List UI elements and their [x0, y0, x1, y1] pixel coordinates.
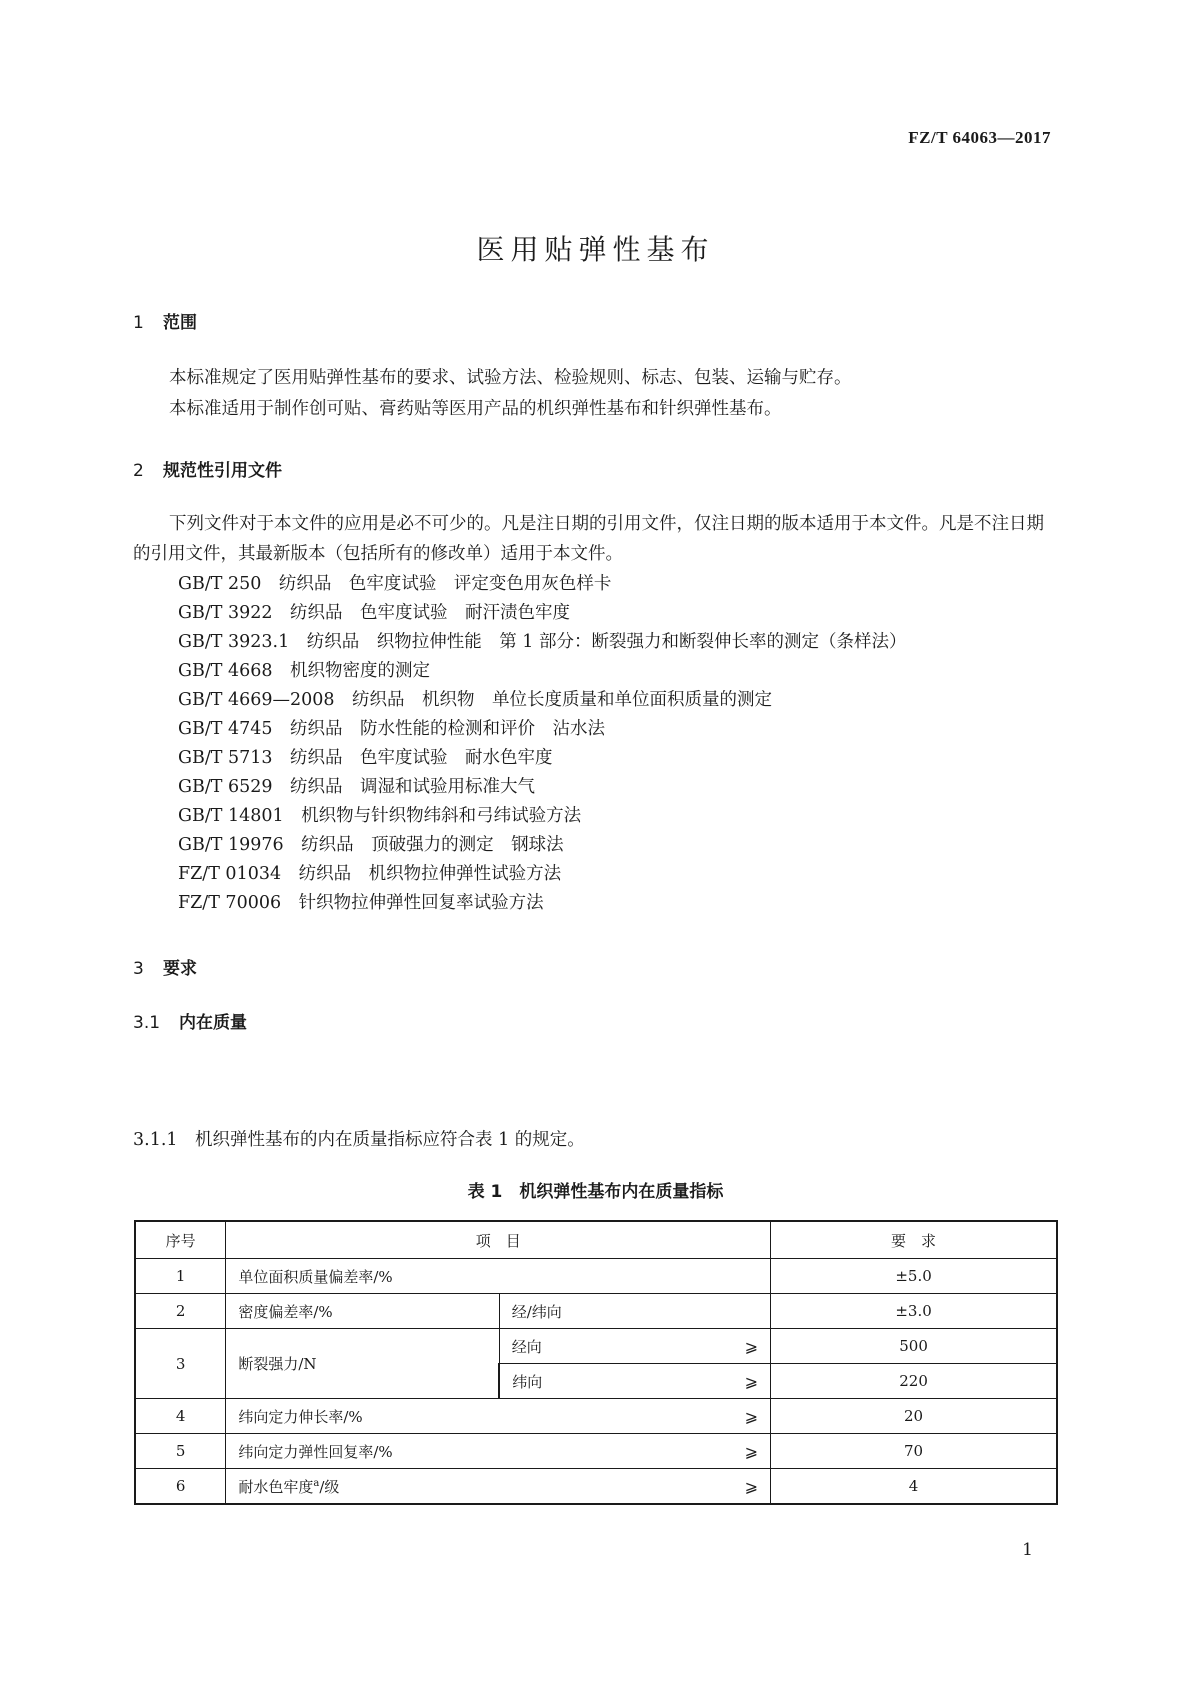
reference-item: GB/T 250 纺织品 色牢度试验 评定变色用灰色样卡 — [178, 574, 612, 594]
reference-item: GB/T 3923.1 纺织品 织物拉伸性能 第 1 部分：断裂强力和断裂伸长率的测定（条样法） — [178, 632, 907, 652]
geq-symbol: ⩾ — [744, 1441, 759, 1461]
section-3-1-heading — [133, 1008, 247, 1033]
section-1-heading — [133, 308, 197, 333]
reference-item: GB/T 3922 纺织品 色牢度试验 耐汗渍色牢度 — [178, 603, 571, 623]
section-title: 范围 — [163, 313, 197, 333]
table-caption: 表 1 机织弹性基布内在质量指标 — [467, 1182, 724, 1202]
row-item: 断裂强力/N — [226, 1329, 499, 1399]
reference-item: GB/T 4745 纺织品 防水性能的检测和评价 沾水法 — [178, 719, 606, 739]
geq-symbol: ⩾ — [744, 1336, 759, 1356]
document-title: 医用贴弹性基布 — [476, 233, 715, 266]
row-no: 1 — [135, 1259, 226, 1294]
geq-symbol: ⩾ — [744, 1476, 759, 1496]
quality-spec-table — [134, 1220, 1058, 1505]
row-requirement: 4 — [771, 1469, 1057, 1505]
geq-symbol: ⩾ — [744, 1371, 759, 1391]
section-title: 要求 — [163, 959, 197, 979]
table-header-row — [135, 1221, 1057, 1259]
item-label — [238, 1476, 339, 1497]
standard-code: FZ/T 64063—2017 — [908, 128, 1051, 147]
reference-item: GB/T 14801 机织物与针织物纬斜和弓纬试验方法 — [178, 806, 582, 826]
row-item — [226, 1434, 771, 1469]
section-number: 1 — [133, 313, 144, 333]
header-requirement: 要 求 — [771, 1221, 1057, 1259]
header-no: 序号 — [135, 1221, 226, 1259]
reference-item: FZ/T 70006 针织物拉伸弹性回复率试验方法 — [178, 893, 544, 913]
table-row — [135, 1329, 1057, 1364]
reference-item: GB/T 4668 机织物密度的测定 — [178, 661, 431, 681]
section-title: 规范性引用文件 — [163, 461, 282, 481]
row-no: 6 — [135, 1469, 226, 1505]
row-item — [226, 1469, 771, 1505]
item-label: 纬向定力弹性回复率/% — [238, 1442, 393, 1461]
section-number: 3 — [133, 959, 144, 979]
table-row — [135, 1434, 1057, 1469]
scope-paragraph-1: 本标准规定了医用贴弹性基布的要求、试验方法、检验规则、标志、包装、运输与贮存。 — [169, 368, 852, 388]
reference-item: GB/T 4669—2008 纺织品 机织物 单位长度质量和单位面积质量的测定 — [178, 690, 773, 710]
row-requirement: 220 — [771, 1364, 1057, 1399]
item-label: 纬向定力伸长率/% — [238, 1407, 363, 1426]
row-requirement: 20 — [771, 1399, 1057, 1434]
row-no: 4 — [135, 1399, 226, 1434]
row-requirement: 500 — [771, 1329, 1057, 1364]
scope-paragraph-2: 本标准适用于制作创可贴、膏药贴等医用产品的机织弹性基布和针织弹性基布。 — [169, 399, 782, 419]
table-row — [135, 1399, 1057, 1434]
geq-symbol: ⩾ — [744, 1406, 759, 1426]
table-row — [135, 1294, 1057, 1329]
row-requirement: ±3.0 — [771, 1294, 1057, 1329]
row-requirement: 70 — [771, 1434, 1057, 1469]
subitem-label: 纬向 — [512, 1372, 543, 1391]
footnote-marker: a — [313, 1477, 320, 1489]
row-item: 单位面积质量偏差率/% — [226, 1259, 771, 1294]
subitem-label: 经向 — [511, 1337, 542, 1356]
section-number: 2 — [133, 461, 144, 481]
page-number: 1 — [1022, 1540, 1033, 1560]
section-number: 3.1 — [133, 1013, 161, 1033]
row-subitem — [499, 1364, 770, 1399]
table-row — [135, 1259, 1057, 1294]
row-no: 5 — [135, 1434, 226, 1469]
clause-3-1-1: 3.1.1 机织弹性基布的内在质量指标应符合表 1 的规定。 — [133, 1130, 585, 1150]
reference-item: GB/T 19976 纺织品 顶破强力的测定 钢球法 — [178, 835, 564, 855]
item-text: 耐水色牢度 — [238, 1477, 314, 1496]
reference-item: GB/T 6529 纺织品 调湿和试验用标准大气 — [178, 777, 536, 797]
references-intro: 下列文件对于本文件的应用是必不可少的。凡是注日期的引用文件，仅注日期的版本适用于本文件。凡是不注日期的引用文件，其最新版本（包括所有的修改单）适用于本文件。 — [133, 514, 1044, 564]
row-no: 3 — [135, 1329, 226, 1399]
section-2-heading — [133, 456, 282, 481]
header-item: 项 目 — [226, 1221, 771, 1259]
row-item — [226, 1399, 771, 1434]
row-item: 密度偏差率/% — [226, 1294, 499, 1329]
table-row — [135, 1469, 1057, 1505]
item-unit: /级 — [319, 1477, 340, 1496]
row-subitem: 经/纬向 — [499, 1294, 770, 1329]
row-requirement: ±5.0 — [771, 1259, 1057, 1294]
section-title: 内在质量 — [179, 1013, 247, 1033]
reference-item: FZ/T 01034 纺织品 机织物拉伸弹性试验方法 — [178, 864, 562, 884]
reference-item: GB/T 5713 纺织品 色牢度试验 耐水色牢度 — [178, 748, 553, 768]
row-subitem — [499, 1329, 770, 1364]
row-no: 2 — [135, 1294, 226, 1329]
section-3-heading — [133, 954, 197, 979]
